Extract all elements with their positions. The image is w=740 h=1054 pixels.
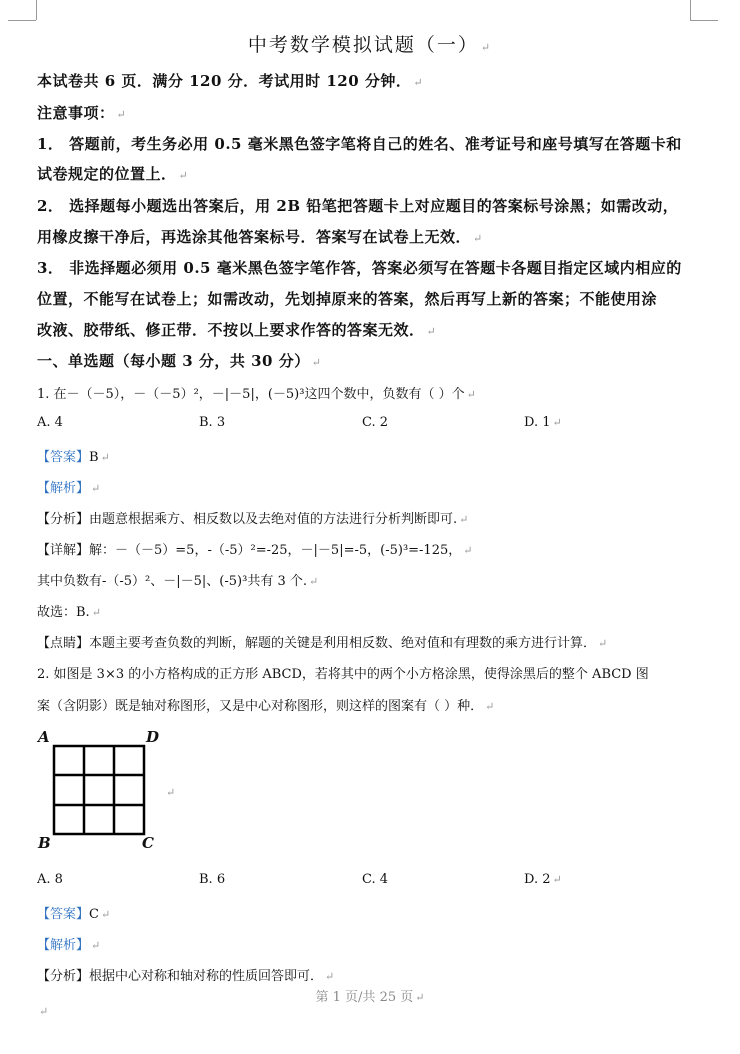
notice-1-line-2: 试卷规定的位置上． ↵ [37, 165, 189, 183]
q1-option-a: A. 4 [37, 415, 63, 430]
q2-label-c: C [142, 834, 154, 852]
notice-3-line-3: 改液、胶带纸、修正带．不按以上要求作答的答案无效． ↵ [37, 321, 437, 339]
notice-3-line-2: 位置，不能写在试卷上；如需改动，先划掉原来的答案，然后再写上新的答案；不能使用涂 [37, 290, 658, 308]
q2-analysis-tag: 【解析】 ↵ [37, 938, 101, 953]
q1-option-c: C. 2 [362, 415, 389, 430]
q1-analysis-tag: 【解析】 ↵ [37, 481, 101, 496]
notice-3-line-1: 3． 非选择题必须用 0.5 毫米黑色签字笔作答，答案必须写在答题卡各题目指定区域内相应的 [37, 259, 682, 277]
q1-xiangjie: 【详解】解：－（－5）=5，-（-5）²=-25，－|－5|=-5，(-5)³=-125， ↵ [37, 543, 473, 558]
notice-1-line-1: 1． 答题前，考生务必用 0.5 毫米黑色签字笔将自己的姓名、准考证号和座号填写在答题卡和 [37, 135, 682, 153]
intro-line: 本试卷共 6 页．满分 120 分．考试用时 120 分钟． ↵ [37, 72, 424, 90]
q1-dianjing: 【点睛】本题主要考查负数的判断，解题的关键是利用相反数、绝对值和有理数的乘方进行计算． ↵ [37, 636, 608, 651]
end-mark: ↵ [39, 1005, 49, 1018]
q2-option-a: A. 8 [37, 872, 63, 887]
q1-option-d: D. 1 ↵ [524, 415, 562, 430]
q1-answer: 【答案】B ↵ [37, 450, 110, 465]
q2-option-d: D. 2 ↵ [524, 872, 562, 887]
notice-2-line-1: 2． 选择题每小题选出答案后，用 2B 铅笔把答题卡上对应题目的答案标号涂黑；如需改动， [37, 197, 679, 215]
notice-heading: 注意事项： ↵ [37, 104, 127, 122]
q1-choose-line: 故选：B. ↵ [37, 605, 101, 620]
q1-option-b: B. 3 [199, 415, 226, 430]
section-heading: 一、单选题（每小题 3 分，共 30 分） ↵ [37, 352, 322, 370]
q2-square-figure [38, 728, 176, 860]
q2-fenxi: 【分析】根据中心对称和轴对称的性质回答即可． ↵ [37, 969, 335, 984]
page-title: 中考数学模拟试题（一） ↵ [247, 34, 493, 56]
q2-figure-mark: ↵ [166, 786, 176, 799]
q2-grid-outline [54, 746, 144, 834]
q2-answer: 【答案】C ↵ [37, 907, 111, 922]
notice-2-line-2: 用橡皮擦干净后，再选涂其他答案标号．答案写在试卷上无效． ↵ [37, 228, 483, 246]
q2-option-c: C. 4 [362, 872, 389, 887]
q2-label-a: A [38, 728, 50, 746]
q1-stem: 1. 在－（－5），－（－5）²，－|－5|，(－5)³这四个数中，负数有（ ）个 ↵ [37, 387, 476, 402]
q2-option-b: B. 6 [199, 872, 226, 887]
q1-count-line: 其中负数有-（-5）²、－|－5|、(-5)³共有 3 个. ↵ [37, 574, 319, 589]
q2-label-b: B [38, 834, 51, 852]
q1-fenxi: 【分析】由题意根据乘方、相反数以及去绝对值的方法进行分析判断即可. ↵ [37, 512, 469, 527]
page-footer: 第 1 页/共 25 页 ↵ [315, 990, 425, 1005]
q2-stem-line-1: 2. 如图是 3×3 的小方格构成的正方形 ABCD，若将其中的两个小方格涂黑，使得涂黑后的整个 ABCD 图 [37, 667, 649, 682]
q2-stem-line-2: 案（含阴影）既是轴对称图形，又是中心对称图形，则这样的图案有（ ）种． ↵ [37, 699, 495, 714]
q2-label-d: D [146, 728, 160, 746]
